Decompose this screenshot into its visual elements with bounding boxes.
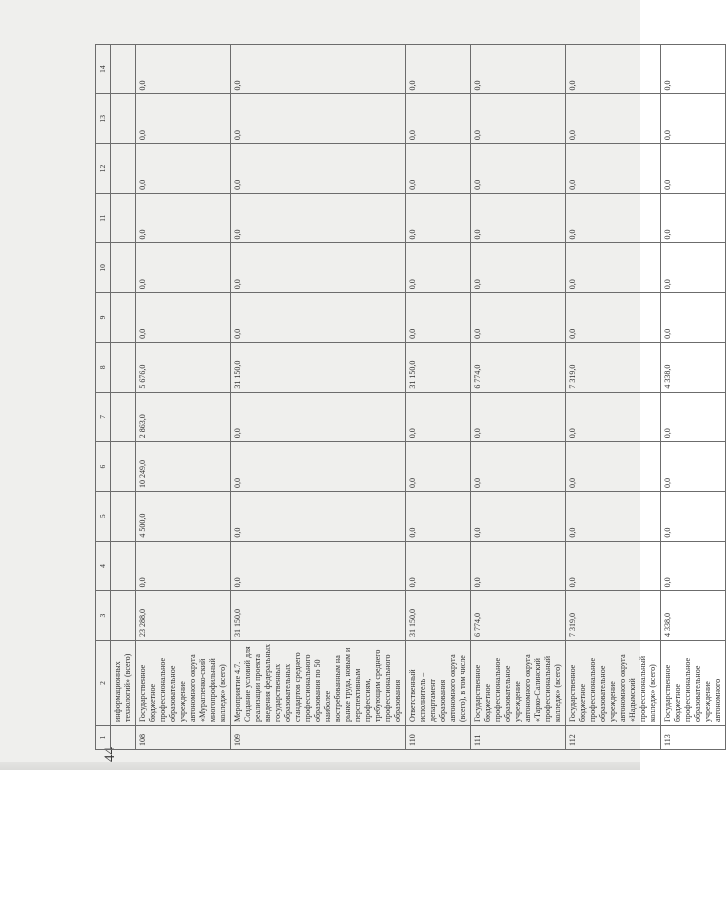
row-description: Государственное бюджетное профессиональное образовательное учреждение автономного	[661, 641, 726, 726]
value-cell	[111, 44, 136, 94]
value-cell: 0,0	[471, 243, 566, 293]
value-cell: 31 150,0	[231, 342, 406, 392]
value-cell: 0,0	[406, 144, 471, 194]
value-cell: 0,0	[661, 44, 726, 94]
value-cell: 10 249,0	[136, 442, 231, 492]
value-cell	[111, 392, 136, 442]
column-number-1: 1	[96, 726, 111, 750]
value-cell: 0,0	[661, 193, 726, 243]
value-cell: 0,0	[661, 491, 726, 541]
value-cell	[111, 491, 136, 541]
value-cell: 7 319,0	[566, 591, 661, 641]
value-cell: 0,0	[406, 491, 471, 541]
value-cell: 0,0	[566, 94, 661, 144]
value-cell: 4 500,0	[136, 491, 231, 541]
value-cell: 0,0	[566, 44, 661, 94]
table-row	[231, 44, 406, 749]
row-description: Государственное бюджетное профессиональное образовательное учреждение автономного округа «Надымский профессиональный колледж» (всего)	[566, 641, 661, 726]
column-number-13: 13	[96, 94, 111, 144]
value-cell: 0,0	[566, 442, 661, 492]
row-number: 111	[471, 726, 566, 750]
value-cell: 5 676,0	[136, 342, 231, 392]
value-cell: 0,0	[471, 541, 566, 591]
value-cell: 0,0	[471, 193, 566, 243]
value-cell	[111, 342, 136, 392]
value-cell: 4 338,0	[661, 342, 726, 392]
value-cell	[111, 591, 136, 641]
value-cell: 0,0	[471, 392, 566, 442]
rotated-table-container	[95, 45, 722, 750]
table-row	[406, 44, 471, 749]
value-cell	[111, 94, 136, 144]
value-cell: 0,0	[471, 491, 566, 541]
value-cell: 0,0	[661, 94, 726, 144]
row-description: Ответственный исполнитель – департамент образования автономного округа (всего), в том числе	[406, 641, 471, 726]
value-cell: 0,0	[406, 541, 471, 591]
value-cell: 0,0	[471, 94, 566, 144]
value-cell: 0,0	[406, 442, 471, 492]
value-cell: 0,0	[661, 541, 726, 591]
column-number-3: 3	[96, 591, 111, 641]
value-cell: 0,0	[231, 144, 406, 194]
row-number: 109	[231, 726, 406, 750]
table-row	[566, 44, 661, 749]
value-cell: 0,0	[566, 541, 661, 591]
table-row	[661, 44, 726, 749]
value-cell: 0,0	[231, 243, 406, 293]
value-cell: 0,0	[231, 392, 406, 442]
column-number-10: 10	[96, 243, 111, 293]
column-number-4: 4	[96, 541, 111, 591]
value-cell: 0,0	[406, 193, 471, 243]
value-cell: 0,0	[231, 491, 406, 541]
value-cell: 0,0	[661, 392, 726, 442]
table-row	[111, 44, 136, 749]
column-number-8: 8	[96, 342, 111, 392]
page-number-wrap	[50, 392, 118, 762]
row-number: 108	[136, 726, 231, 750]
value-cell: 6 774,0	[471, 342, 566, 392]
value-cell	[111, 293, 136, 343]
value-cell: 0,0	[661, 293, 726, 343]
row-number: 110	[406, 726, 471, 750]
row-number	[111, 726, 136, 750]
value-cell: 0,0	[136, 144, 231, 194]
page-number: 44	[102, 747, 118, 762]
value-cell: 0,0	[471, 144, 566, 194]
column-number-2: 2	[96, 641, 111, 726]
value-cell	[111, 442, 136, 492]
value-cell: 0,0	[406, 44, 471, 94]
column-number-7: 7	[96, 392, 111, 442]
value-cell: 0,0	[661, 442, 726, 492]
table-row	[471, 44, 566, 749]
table-header-row	[96, 44, 111, 749]
value-cell: 0,0	[471, 44, 566, 94]
value-cell: 0,0	[136, 193, 231, 243]
value-cell: 0,0	[136, 94, 231, 144]
value-cell	[111, 144, 136, 194]
value-cell: 4 338,0	[661, 591, 726, 641]
value-cell: 0,0	[406, 94, 471, 144]
value-cell	[111, 243, 136, 293]
value-cell: 0,0	[136, 293, 231, 343]
value-cell: 0,0	[566, 491, 661, 541]
value-cell: 31 150,0	[231, 591, 406, 641]
row-number: 113	[661, 726, 726, 750]
value-cell: 0,0	[231, 541, 406, 591]
row-description: Мероприятие 4.7. Создание условий для реализации проекта введения федеральных государственных образовательных стандартов среднего профессионального образования по 50 наиболее востребованным на рынке труда, новым и перспективным профессиям, требующим среднего профессионального образования	[231, 641, 406, 726]
value-cell: 0,0	[661, 144, 726, 194]
column-number-6: 6	[96, 442, 111, 492]
value-cell: 0,0	[136, 541, 231, 591]
value-cell: 0,0	[471, 293, 566, 343]
value-cell: 23 288,0	[136, 591, 231, 641]
value-cell: 0,0	[136, 243, 231, 293]
value-cell: 0,0	[566, 293, 661, 343]
value-cell: 0,0	[566, 193, 661, 243]
value-cell: 31 150,0	[406, 591, 471, 641]
column-number-5: 5	[96, 491, 111, 541]
value-cell: 7 319,0	[566, 342, 661, 392]
value-cell: 0,0	[566, 243, 661, 293]
table-body	[96, 44, 726, 749]
value-cell: 0,0	[661, 243, 726, 293]
column-number-9: 9	[96, 293, 111, 343]
value-cell: 0,0	[136, 44, 231, 94]
value-cell: 0,0	[471, 442, 566, 492]
value-cell: 31 150,0	[406, 342, 471, 392]
column-number-11: 11	[96, 193, 111, 243]
value-cell	[111, 541, 136, 591]
budget-table	[95, 44, 726, 750]
value-cell	[111, 193, 136, 243]
column-number-14: 14	[96, 44, 111, 94]
value-cell: 0,0	[566, 144, 661, 194]
value-cell: 0,0	[406, 243, 471, 293]
value-cell: 0,0	[231, 94, 406, 144]
value-cell: 0,0	[231, 442, 406, 492]
value-cell: 6 774,0	[471, 591, 566, 641]
value-cell: 0,0	[566, 392, 661, 442]
column-number-12: 12	[96, 144, 111, 194]
value-cell: 0,0	[231, 193, 406, 243]
value-cell: 0,0	[231, 44, 406, 94]
row-description: Государственное бюджетное профессиональное образовательное учреждение автономного округа «Мурагленко-ский многопрофильный колледж» (всего)	[136, 641, 231, 726]
value-cell: 0,0	[406, 392, 471, 442]
row-description: информационных технологий» (всего)	[111, 641, 136, 726]
row-number: 112	[566, 726, 661, 750]
value-cell: 0,0	[231, 293, 406, 343]
table-row	[136, 44, 231, 749]
row-description: Государственное бюджетное профессиональное образовательное учреждение автономного округа «Тарко-Салинский профессиональный колледж» (всего)	[471, 641, 566, 726]
value-cell: 0,0	[406, 293, 471, 343]
value-cell: 2 863,0	[136, 392, 231, 442]
